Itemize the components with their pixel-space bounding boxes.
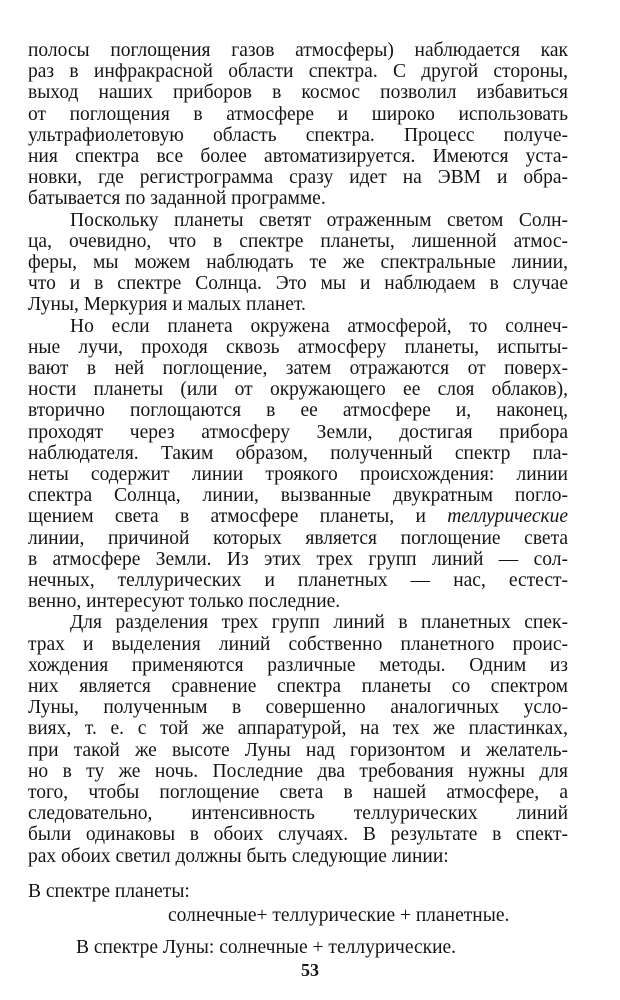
italic-term: теллурические [447,506,568,528]
page-number: 53 [301,960,319,980]
text-line: были одинаковы в обоих случаях. В результате в спект- [28,824,568,846]
text-line: ультрафиолетовую область спектра. Процесс получе- [28,124,568,146]
text-line: выход наших приборов в космос позволил избавиться [28,82,568,104]
text-line: батывается по заданной программе. [28,188,326,210]
text-line: вторично поглощаются в ее атмосфере и, наконец, [28,400,568,422]
text-line: спектра Солнца, линии, вызванные двукратным погло- [28,485,568,507]
text-line: что и в спектре Солнца. Это мы и наблюдаем в случае [28,273,568,295]
text-line: в атмосфере Земли. Из этих трех групп линий — сол- [28,548,568,570]
text-line: Но если планета окружена атмосферой, то солнеч- [70,315,568,337]
text-line: полосы поглощения газов атмосферы) наблюдается как [28,40,568,61]
text-line: того, чтобы поглощение света в нашей атмосфере, а [28,782,568,803]
text-line: раз в инфракрасной области спектра. С другой стороны, [28,61,568,83]
text-line: проходят через атмосферу Земли, достигая прибора [28,421,568,443]
text-line: ные лучи, проходя сквозь атмосферу планеты, испыты- [28,336,568,358]
text-line: новки, где регистрограмма сразу идет на ЭВМ и обра- [28,167,568,189]
text-line: наблюдателя. Таким образом, полученный спектр пла- [28,442,568,464]
text-line: виях, т. е. с той же аппаратурой, на тех же пластинках, [28,718,568,740]
text-line: хождения применяются различные методы. Одним из [28,654,568,676]
text-segment: щением света в атмосфере планеты, и [28,506,426,528]
text-line: при такой же высоте Луны над горизонтом и желатель- [28,739,568,761]
text-line: нечных, теллурических и планетных — нас, естест- [28,570,568,591]
text-line: вают в ней поглощение, затем отражаются от поверх- [28,358,568,379]
text-line: неты содержит линии троякого происхождения: линии [28,464,568,485]
text-line: Луны, полученным в совершенно аналогичных усло- [28,697,568,719]
formula-planet-label: В спектре планеты: [28,880,190,902]
text-line: ния спектра все более автоматизируется. Имеются уста- [28,146,568,167]
text-line: них является сравнение спектра планеты со спектром [28,676,568,697]
text-line: ца, очевидно, что в спектре планеты, лишенной атмос- [28,230,568,252]
text-line: феры, мы можем наблюдать те же спектральные линии, [28,252,568,273]
text-line: рах обоих светил должны быть следующие линии: [28,845,449,867]
text-line: Луны, Меркурия и малых планет. [28,294,306,316]
text-line: венно, интересуют только последние. [28,591,341,613]
text-line: Для разделения трех групп линий в планетных спек- [70,612,568,634]
text-line: но в ту же ночь. Последние два требования нужны для [28,760,568,782]
formula-planet-lines: солнечные+ теллурические + планетные. [168,904,510,926]
text-line: Поскольку планеты светят отраженным светом Солн- [70,209,568,231]
formula-moon-lines: В спектре Луны: солнечные + теллурические. [76,936,457,958]
text-line: от поглощения в атмосфере и широко использовать [28,103,568,125]
text-line: следовательно, интенсивность теллурических линий [28,803,568,825]
text-line: линии, причиной которых является поглощение света [28,527,568,549]
text-line: ности планеты (или от окружающего ее слоя облаков), [28,379,568,401]
text-line: трах и выделения линий собственно планетного проис- [28,633,568,655]
text-line-with-italic [28,506,568,528]
